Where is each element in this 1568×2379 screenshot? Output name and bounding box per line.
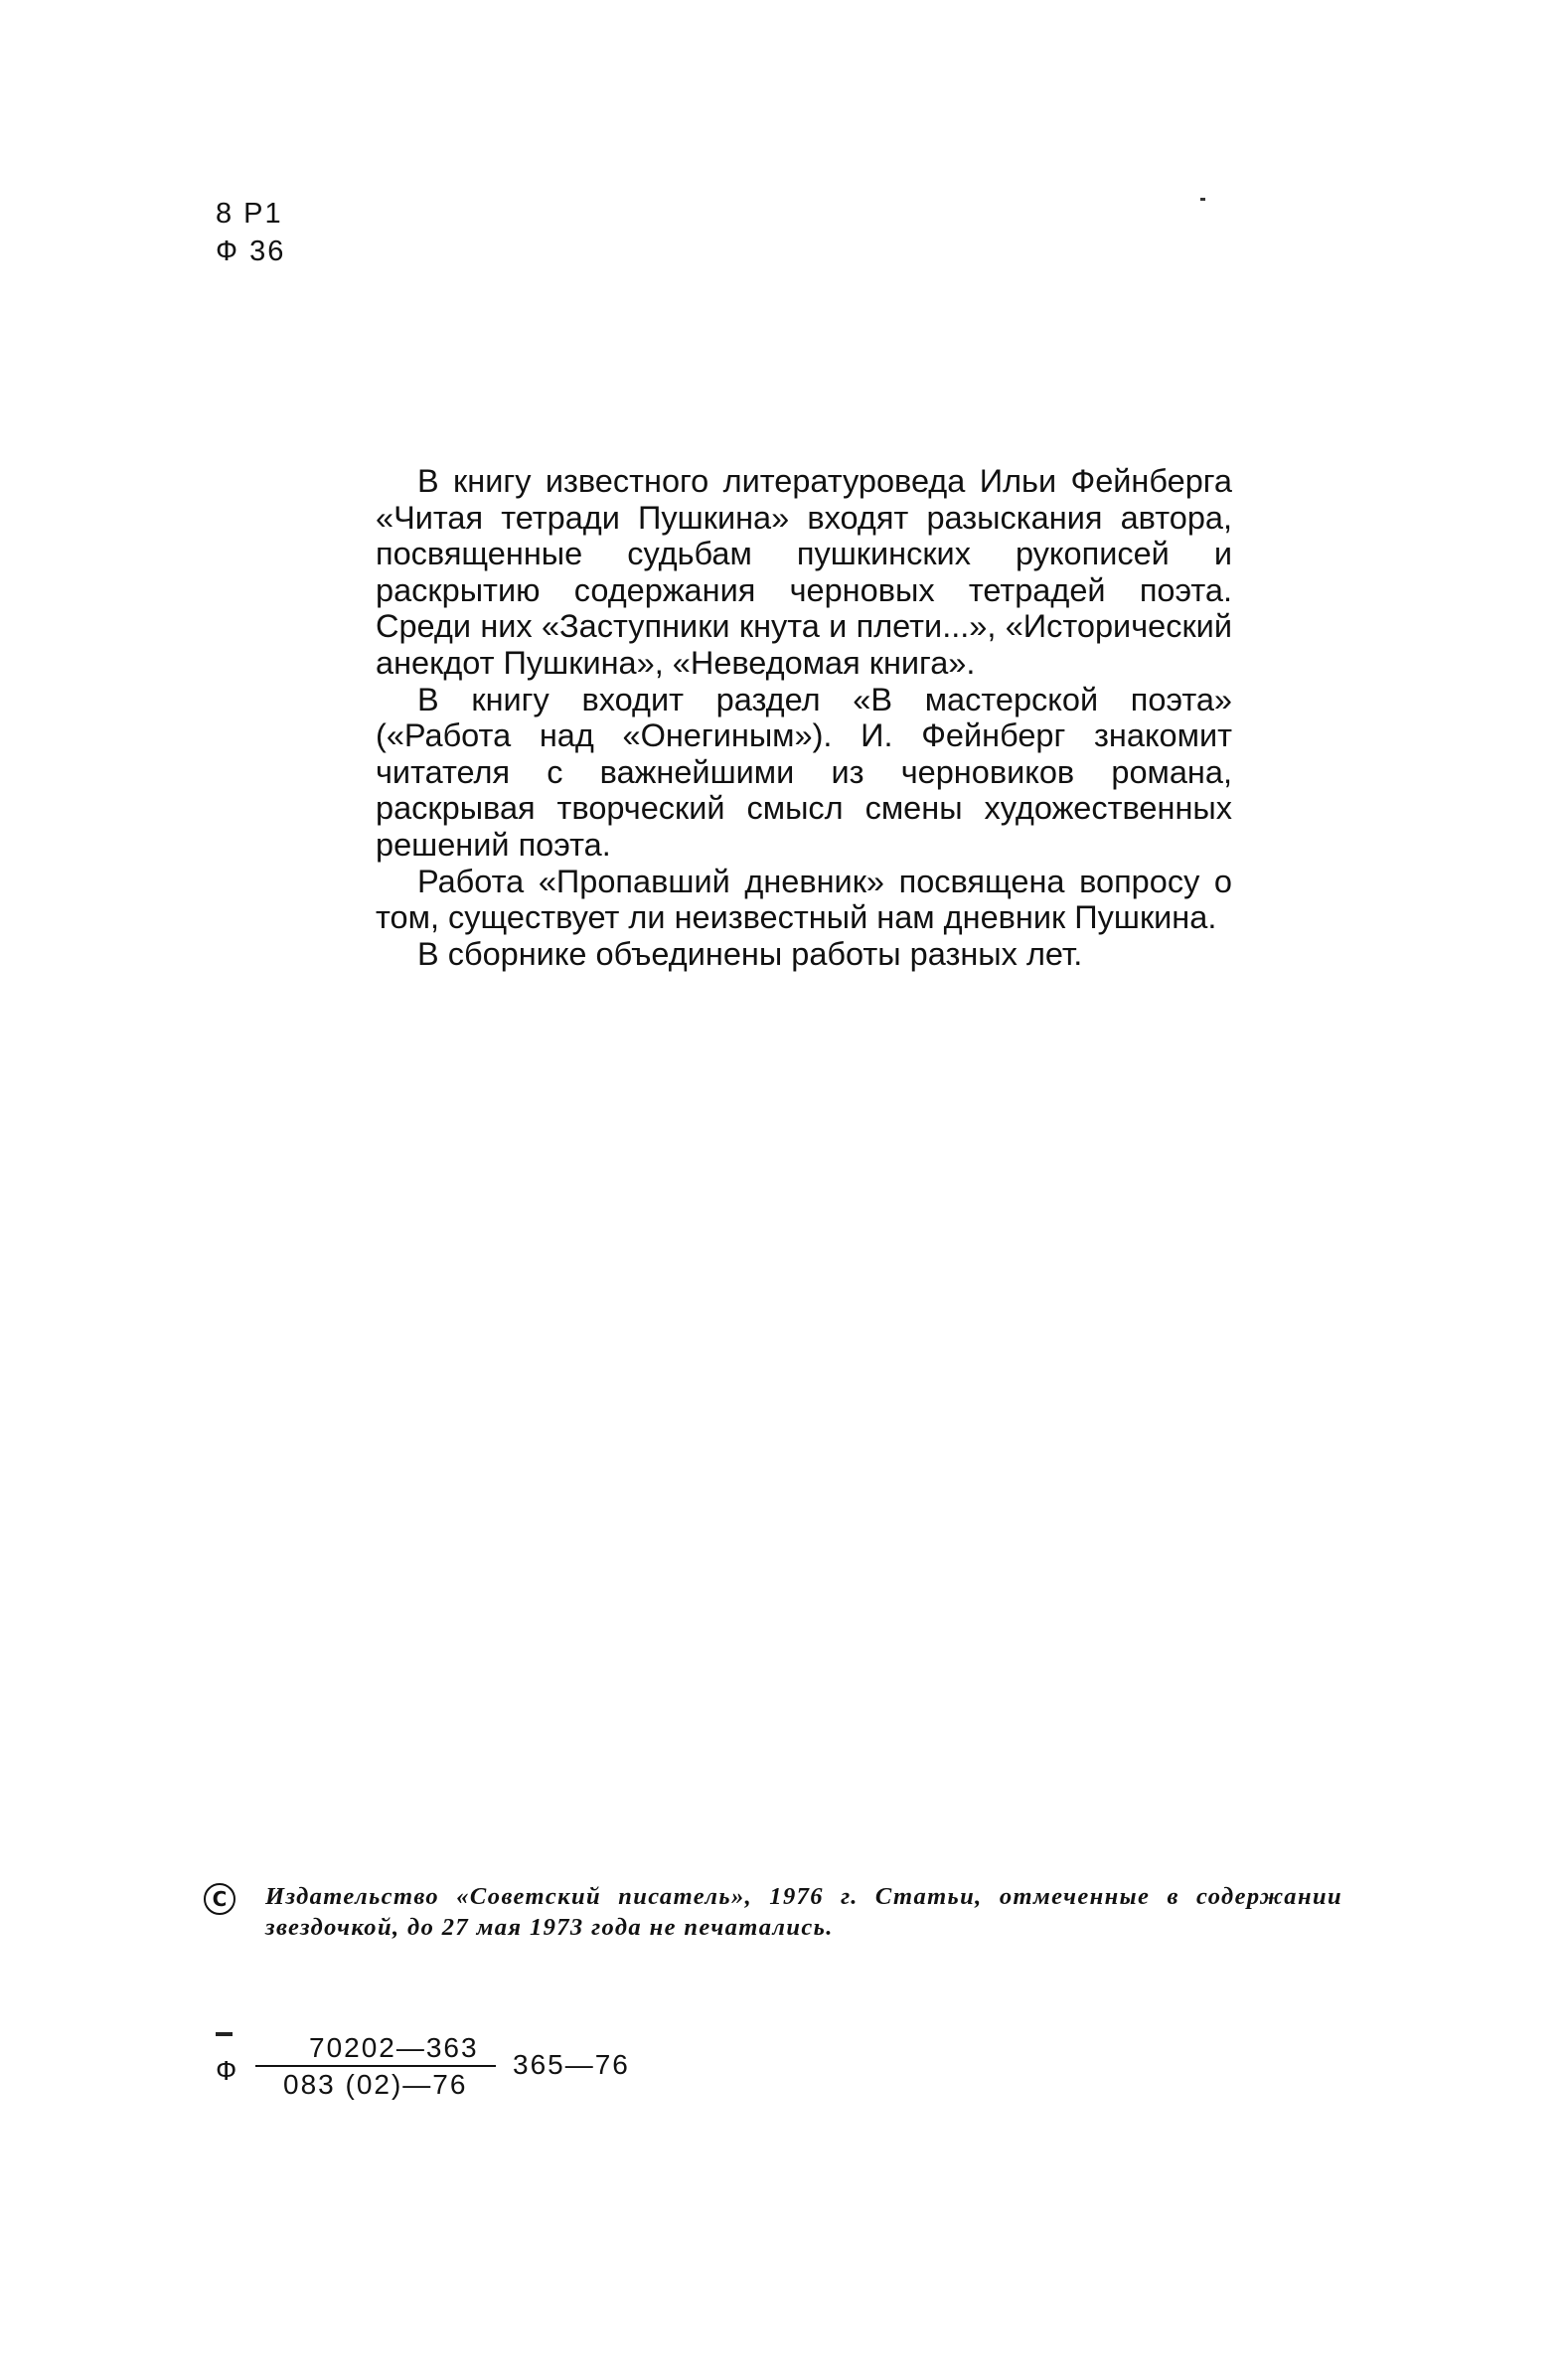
index-mark xyxy=(216,2032,233,2036)
annotation-paragraph: В сборнике объединены работы разных лет. xyxy=(417,935,1083,972)
index-letter: Ф xyxy=(216,2055,239,2086)
publisher-index-code xyxy=(216,2032,633,2112)
annotation-paragraph: В книгу известного литературоведа Ильи Фейнберга «Читая тетради Пушкина» входят разыскания автора, посвященные судьбам пушкинских рукописей и раскрытию содержания черновых тетрадей поэта. Среди них «Заступники кнута и плети...», «Исторический анекдот Пушкина», «Неведомая книга». xyxy=(376,463,1232,681)
print-speck xyxy=(1200,198,1205,201)
book-annotation xyxy=(376,463,1232,972)
author-mark: Ф 36 xyxy=(216,236,286,267)
copyright-icon: C xyxy=(204,1883,235,1915)
index-denominator: 083 (02)—76 xyxy=(283,2069,468,2100)
copyright-text: Издательство «Советский писатель», 1976 г. Статьи, отмеченные в содержании звездочкой, до 27 мая 1973 года не печатались. xyxy=(265,1883,1342,1941)
index-fraction xyxy=(255,2032,683,2112)
index-numerator: 70202—363 xyxy=(309,2032,479,2063)
bbk-code: 8 Р1 xyxy=(216,198,283,230)
index-tail: 365—76 xyxy=(513,2049,630,2080)
annotation-paragraph: Работа «Пропавший дневник» посвящена вопросу о том, существует ли неизвестный нам дневник Пушкина. xyxy=(376,863,1232,936)
copyright-notice xyxy=(204,1881,1342,1943)
annotation-paragraph: В книгу входит раздел «В мастерской поэта» («Работа над «Онегиным»). И. Фейнберг знакомит читателя с важнейшими из черновиков романа, раскрывая творческий смысл смены художественных решений поэта. xyxy=(376,681,1232,863)
classification-codes xyxy=(216,195,285,270)
fraction-bar xyxy=(255,2065,496,2067)
